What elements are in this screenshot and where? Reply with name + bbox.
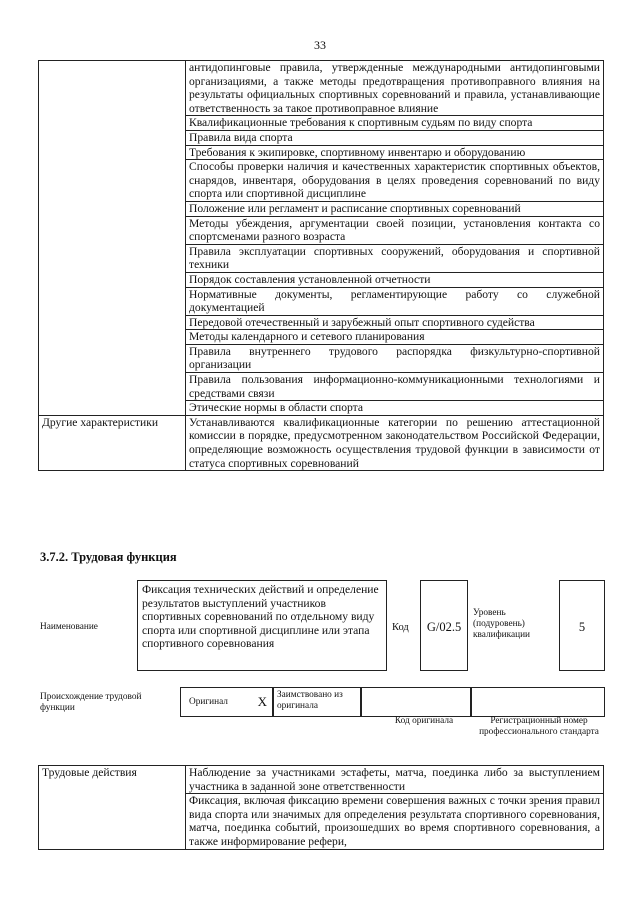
original-box bbox=[180, 687, 274, 717]
reg-number-box bbox=[470, 687, 605, 717]
borrowed-label: Заимствовано из оригинала bbox=[277, 690, 343, 711]
labor-action-item: Фиксация, включая фиксацию времени совершения важных с точки зрения правил вида спорта или значимых для определения результата спортивного соревнования, матча, поединка событий, произошедших во время спортивного соревнования, а также информирование рефери, bbox=[186, 794, 604, 849]
knowledge-item: Методы убеждения, аргументации своей позиции, установления контакта со спортсменами разного возраста bbox=[186, 216, 604, 244]
required-knowledge-table bbox=[38, 60, 604, 471]
section-heading: 3.7.2. Трудовая функция bbox=[40, 550, 177, 564]
function-name-value: Фиксация технических действий и определение результатов выступлений участников спортивных соревнований по отдельному виду спорта или спортивной дисциплине или этапа спортивного соревнования bbox=[142, 583, 379, 650]
original-label: Оригинал bbox=[189, 697, 228, 707]
knowledge-item: антидопинговые правила, утвержденные международными антидопинговыми организациями, а также методы предотвращения противоправного влияния на результаты официальных спортивных соревнований и правила, устанавливающие ответственность за такое противоправное влияние bbox=[186, 61, 604, 116]
level-box bbox=[559, 580, 605, 671]
reg-number-caption: Регистрационный номер профессионального стандарта bbox=[479, 716, 599, 737]
knowledge-item: Нормативные документы, регламентирующие работу со служебной документацией bbox=[186, 287, 604, 315]
knowledge-item: Правила вида спорта bbox=[186, 130, 604, 145]
knowledge-item: Порядок составления установленной отчетности bbox=[186, 272, 604, 287]
origin-label: Происхождение трудовой функции bbox=[40, 692, 142, 713]
code-box bbox=[420, 580, 468, 671]
knowledge-item: Правила пользования информационно-коммуникационными технологиями и средствами связи bbox=[186, 373, 604, 401]
level-label: Уровень (подуровень) квалификации bbox=[473, 608, 531, 640]
knowledge-item: Требования к экипировке, спортивному инвентарю и оборудованию bbox=[186, 145, 604, 160]
name-label: Наименование bbox=[40, 622, 98, 632]
knowledge-label-cell bbox=[39, 61, 186, 416]
code-value: G/02.5 bbox=[426, 620, 462, 634]
knowledge-item: Методы календарного и сетевого планирования bbox=[186, 330, 604, 345]
code-label: Код bbox=[392, 622, 409, 633]
other-characteristics-text: Устанавливаются квалификационные категории по решению аттестационной комиссии в порядке, предусмотренном законодательством Российской Федерации, определяющие возможность осуществления трудовой функции в зависимости от статуса спортивных соревнований bbox=[186, 415, 604, 470]
code-original-box bbox=[360, 687, 472, 717]
labor-action-item: Наблюдение за участниками эстафеты, матча, поединка либо за выступлением участника в заданной зоне ответственности bbox=[186, 766, 604, 794]
original-mark: X bbox=[257, 694, 267, 709]
page-number: 33 bbox=[314, 38, 326, 52]
borrowed-box bbox=[272, 687, 362, 717]
knowledge-item: Передовой отечественный и зарубежный опыт спортивного судейства bbox=[186, 315, 604, 330]
other-characteristics-label: Другие характеристики bbox=[39, 415, 186, 470]
knowledge-item: Правила эксплуатации спортивных сооружений, оборудования и спортивной техники bbox=[186, 244, 604, 272]
level-value: 5 bbox=[578, 620, 586, 634]
labor-actions-label: Трудовые действия bbox=[39, 766, 186, 850]
knowledge-item: Квалификационные требования к спортивным судьям по виду спорта bbox=[186, 116, 604, 131]
knowledge-item: Способы проверки наличия и качественных характеристик спортивных объектов, снарядов, инвентаря, оборудования в целях проведения соревнований по виду спорта или спортивной дисциплине bbox=[186, 160, 604, 202]
function-name-box bbox=[137, 580, 387, 671]
labor-actions-table bbox=[38, 765, 604, 850]
knowledge-item: Этические нормы в области спорта bbox=[186, 401, 604, 416]
code-original-caption: Код оригинала bbox=[394, 716, 454, 726]
knowledge-item: Правила внутреннего трудового распорядка физкультурно-спортивной организации bbox=[186, 344, 604, 372]
knowledge-item: Положение или регламент и расписание спортивных соревнований bbox=[186, 201, 604, 216]
